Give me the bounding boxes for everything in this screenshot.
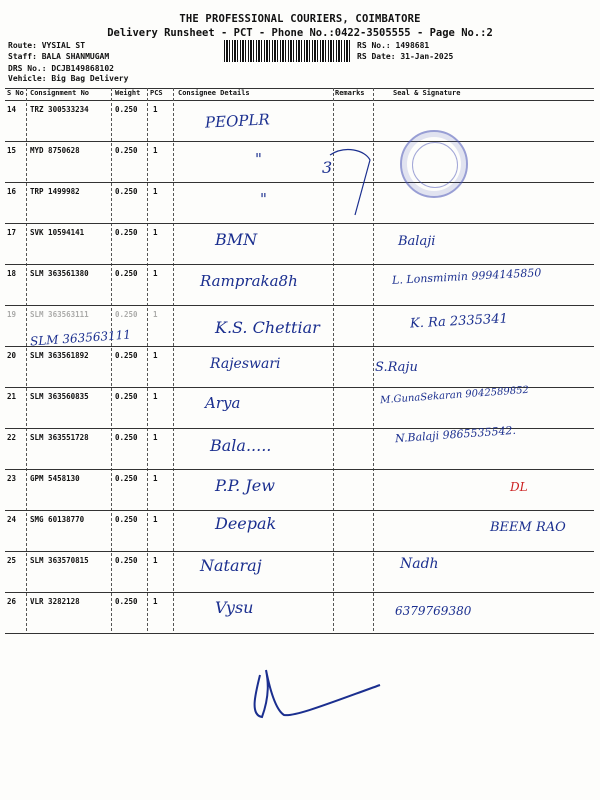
signature-handwriting: S.Raju xyxy=(375,360,418,375)
row-divider xyxy=(5,182,594,183)
ditto-mark: " xyxy=(255,150,262,168)
row-divider xyxy=(5,510,594,511)
consignee-handwriting: Bala..... xyxy=(210,436,272,455)
cell-pcs: 1 xyxy=(153,351,158,360)
cell-sno: 25 xyxy=(7,556,17,565)
cell-pcs: 1 xyxy=(153,187,158,196)
row-divider xyxy=(5,305,594,306)
cell-weight: 0.250 xyxy=(115,597,138,606)
column-divider xyxy=(26,88,27,631)
document-subtitle: Delivery Runsheet - PCT - Phone No.:0422-3505555 - Page No.:2 xyxy=(107,27,493,39)
cell-pcs: 1 xyxy=(153,392,158,401)
cell-consignment: VLR 3282128 xyxy=(30,597,80,606)
row-divider xyxy=(5,633,594,634)
route-label: Route: VYSIAL ST xyxy=(8,41,86,50)
cell-weight: 0.250 xyxy=(115,310,138,319)
barcode xyxy=(224,40,350,62)
cell-consignment: TRZ 300533234 xyxy=(30,105,89,114)
drs-label: DRS No.: DCJB149868102 xyxy=(8,64,114,73)
col-pcs: PCS xyxy=(150,89,163,97)
consignee-handwriting: BMN xyxy=(215,230,258,249)
cell-sno: 23 xyxy=(7,474,17,483)
signature-handwriting: 6379769380 xyxy=(395,604,472,618)
rs-date: RS Date: 31-Jan-2025 xyxy=(357,52,454,61)
col-weight: Weight xyxy=(115,89,141,97)
cell-sno: 17 xyxy=(7,228,17,237)
cell-pcs: 1 xyxy=(153,228,158,237)
signature-handwriting: L. Lonsmimin 9994145850 xyxy=(391,266,542,287)
row-divider xyxy=(5,551,594,552)
signature-handwriting: BEEM RAO xyxy=(490,520,566,535)
consignee-handwriting: K.S. Chettiar xyxy=(215,318,320,337)
col-signature: Seal & Signature xyxy=(393,89,461,97)
vehicle-label: Vehicle: Big Bag Delivery xyxy=(8,74,129,83)
cell-consignment: GPM 5458130 xyxy=(30,474,80,483)
cell-sno: 14 xyxy=(7,105,17,114)
cell-sno: 22 xyxy=(7,433,17,442)
cell-consignment: SLM 363560835 xyxy=(30,392,89,401)
ditto-mark: " xyxy=(260,190,267,208)
cell-pcs: 1 xyxy=(153,515,158,524)
cell-weight: 0.250 xyxy=(115,392,138,401)
courier-stamp-seal xyxy=(400,130,468,198)
cell-consignment: SLM 363563111 xyxy=(30,310,89,319)
cell-pcs: 1 xyxy=(153,146,158,155)
row-divider xyxy=(5,592,594,593)
consignee-handwriting: Rajeswari xyxy=(210,356,281,372)
cell-pcs: 1 xyxy=(153,269,158,278)
cell-consignment: TRP 1499982 xyxy=(30,187,80,196)
cell-consignment: MYD 8750628 xyxy=(30,146,80,155)
cell-weight: 0.250 xyxy=(115,228,138,237)
signature-handwriting: Balaji xyxy=(398,234,436,249)
cell-consignment: SLM 363561892 xyxy=(30,351,89,360)
cell-consignment: SLM 363570815 xyxy=(30,556,89,565)
staff-label: Staff: BALA SHANMUGAM xyxy=(8,52,110,61)
cell-sno: 26 xyxy=(7,597,17,606)
cell-weight: 0.250 xyxy=(115,433,138,442)
consignee-handwriting: Arya xyxy=(205,394,241,412)
cell-weight: 0.250 xyxy=(115,146,138,155)
remarks-bracket xyxy=(325,140,385,220)
cell-pcs: 1 xyxy=(153,556,158,565)
col-consignee: Consignee Details xyxy=(178,89,250,97)
row-divider xyxy=(5,223,594,224)
column-divider xyxy=(111,88,112,631)
signature-handwriting: Nadh xyxy=(400,556,439,572)
cell-weight: 0.250 xyxy=(115,474,138,483)
signature-handwriting: DL xyxy=(510,480,528,494)
cell-pcs: 1 xyxy=(153,474,158,483)
cell-sno: 24 xyxy=(7,515,17,524)
col-sno: S No xyxy=(7,89,24,97)
cell-pcs: 1 xyxy=(153,433,158,442)
cell-pcs: 1 xyxy=(153,597,158,606)
cell-pcs: 1 xyxy=(153,310,158,319)
cell-sno: 19 xyxy=(7,310,17,319)
signature-handwriting: N.Balaji 9865535542. xyxy=(394,423,517,446)
cell-weight: 0.250 xyxy=(115,515,138,524)
row-divider xyxy=(5,141,594,142)
cell-weight: 0.250 xyxy=(115,556,138,565)
cell-weight: 0.250 xyxy=(115,105,138,114)
document-title: THE PROFESSIONAL COURIERS, COIMBATORE xyxy=(179,13,421,25)
consignee-handwriting: Rampraka8h xyxy=(200,272,298,290)
row-divider xyxy=(5,469,594,470)
cell-weight: 0.250 xyxy=(115,269,138,278)
cell-consignment: SLM 363551728 xyxy=(30,433,89,442)
runsheet-table xyxy=(5,88,594,631)
cell-sno: 20 xyxy=(7,351,17,360)
signature-handwriting: K. Ra 2335341 xyxy=(409,311,509,332)
column-divider xyxy=(147,88,148,631)
consignee-handwriting: Vysu xyxy=(215,598,254,617)
cell-sno: 18 xyxy=(7,269,17,278)
cell-sno: 15 xyxy=(7,146,17,155)
consignee-handwriting: Deepak xyxy=(215,514,277,533)
consignee-handwriting: Nataraj xyxy=(200,556,262,575)
cell-weight: 0.250 xyxy=(115,187,138,196)
cell-consignment: SLM 363561380 xyxy=(30,269,89,278)
handwritten-note: SLM 363563111 xyxy=(29,327,132,349)
consignee-handwriting: P.P. Jew xyxy=(215,476,275,495)
cell-pcs: 1 xyxy=(153,105,158,114)
cell-sno: 16 xyxy=(7,187,17,196)
cell-sno: 21 xyxy=(7,392,17,401)
col-remarks: Remarks xyxy=(335,89,365,97)
row-divider xyxy=(5,264,594,265)
cell-consignment: SVK 10594141 xyxy=(30,228,85,237)
remarks-handwriting: 3 xyxy=(322,158,333,177)
consignee-handwriting: PEOPLR xyxy=(204,110,271,132)
column-divider xyxy=(173,88,174,631)
cell-weight: 0.250 xyxy=(115,351,138,360)
col-consignment: Consignment No xyxy=(30,89,90,97)
cell-consignment: SMG 60138770 xyxy=(30,515,85,524)
signature-stroke xyxy=(255,670,380,717)
supervisor-signature xyxy=(240,655,400,735)
signature-handwriting: M.GunaSekaran 9042589852 xyxy=(379,384,530,407)
rs-number: RS No.: 1498681 xyxy=(357,41,430,50)
row-divider xyxy=(5,346,594,347)
